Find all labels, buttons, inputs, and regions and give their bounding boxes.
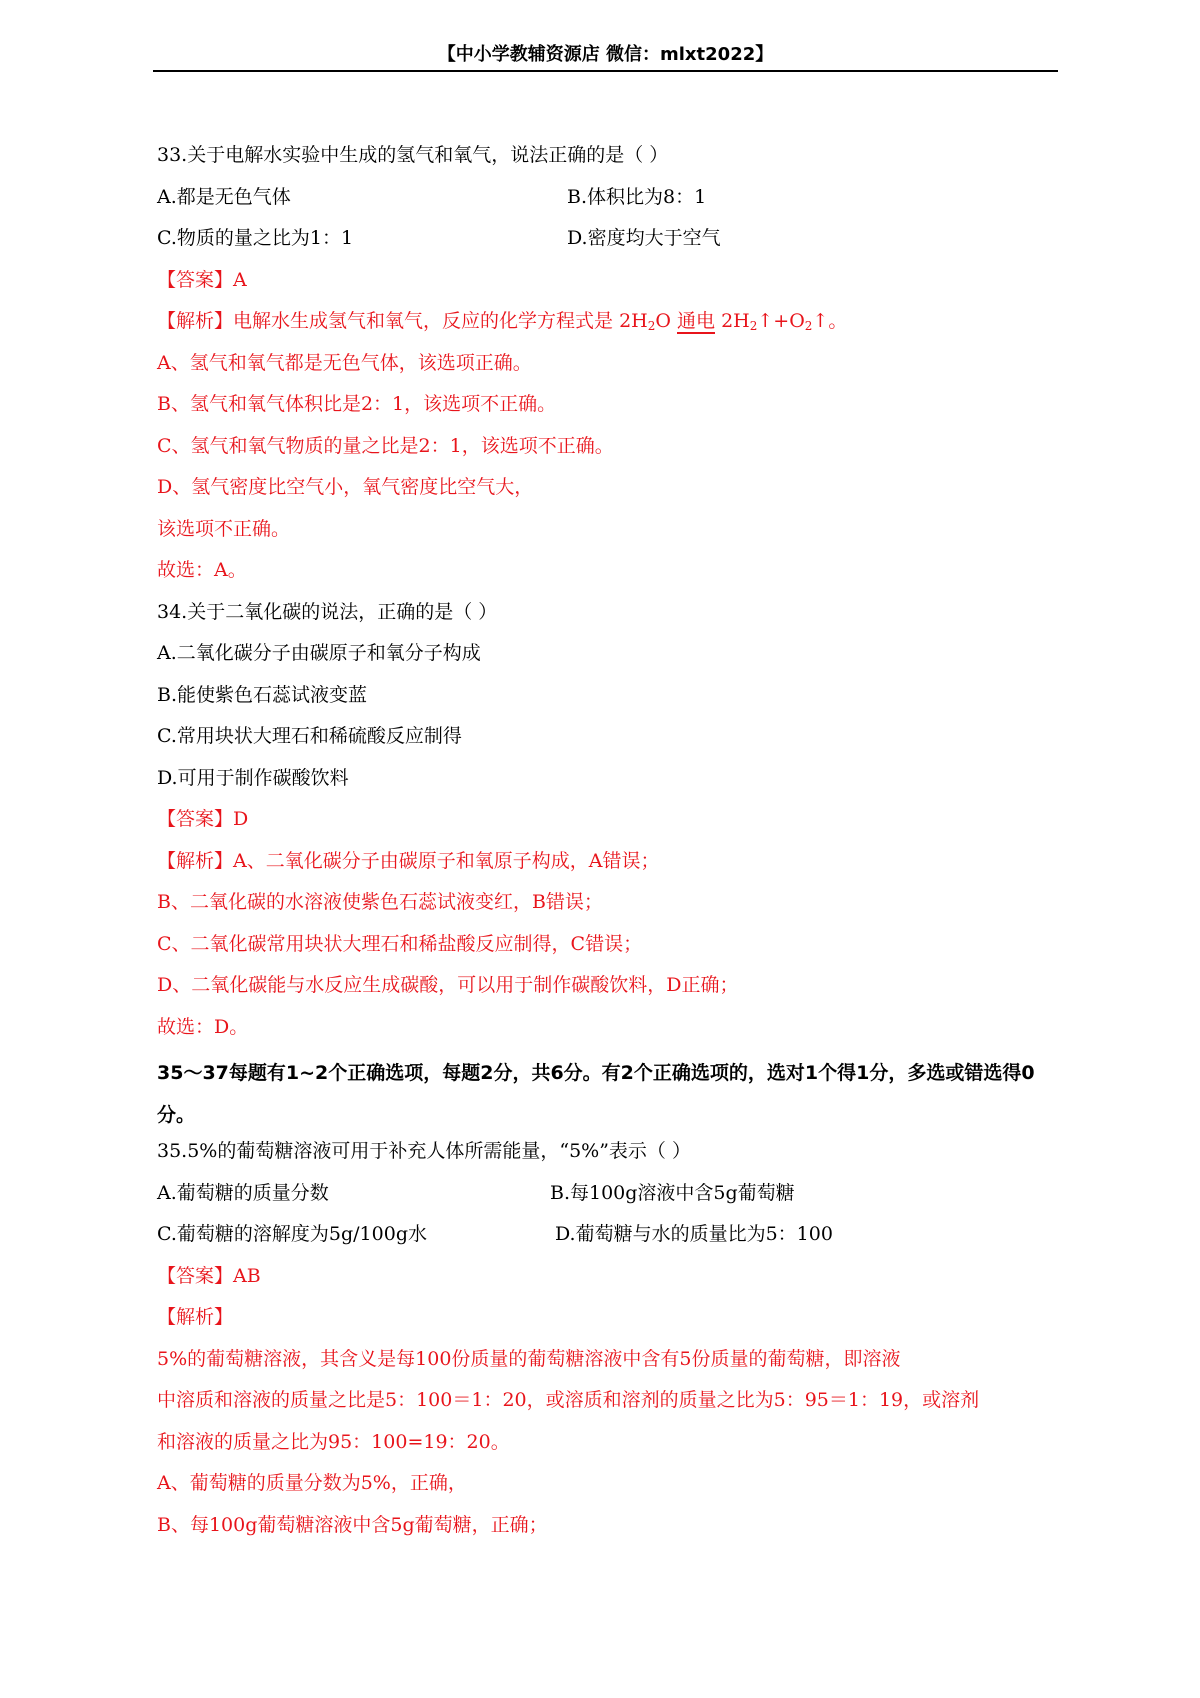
q35-options-row1 bbox=[157, 1178, 1062, 1220]
eq-sub: 2 bbox=[749, 319, 758, 333]
equation bbox=[619, 310, 847, 332]
q33-stem: 33.关于电解水实验中生成的氢气和氧气，说法正确的是（ ） bbox=[157, 144, 669, 166]
eq-sub: 2 bbox=[804, 319, 813, 333]
q34-option-a: A.二氧化碳分子由碳原子和氧分子构成 bbox=[157, 642, 481, 664]
q33-answer: 【答案】A bbox=[157, 268, 247, 291]
eq-condition-text: 通电 bbox=[677, 310, 716, 332]
q35-stem: 35.5%的葡萄糖溶液可用于补充人体所需能量，“5%”表示（ ） bbox=[157, 1140, 691, 1162]
q35-option-d: D.葡萄糖与水的质量比为5：100 bbox=[555, 1223, 833, 1245]
q35-analysis-p2: 中溶质和溶液的质量之比是5：100＝1：20，或溶质和溶剂的质量之比为5：95＝1：19，或溶剂 bbox=[157, 1389, 980, 1411]
q33-analysis bbox=[157, 306, 1062, 348]
eq-right: 2H bbox=[721, 310, 750, 332]
q35-analysis-b: B、每100g葡萄糖溶液中含5g葡萄糖，正确； bbox=[157, 1513, 548, 1536]
eq-left: 2H bbox=[619, 310, 648, 332]
q33-option-c: C.物质的量之比为1：1 bbox=[157, 227, 354, 249]
q33-option-a: A.都是无色气体 bbox=[157, 185, 291, 208]
q33-choose: 故选：A。 bbox=[157, 559, 247, 581]
q33-analysis-d1: D、氢气密度比空气小，氧气密度比空气大， bbox=[157, 476, 534, 498]
q33-analysis-b: B、氢气和氧气体积比是2：1，该选项不正确。 bbox=[157, 393, 557, 415]
q33-analysis-c: C、氢气和氧气物质的量之比是2：1，该选项不正确。 bbox=[157, 434, 614, 457]
eq-condition bbox=[677, 306, 715, 336]
q34-analysis-d: D、二氧化碳能与水反应生成碳酸，可以用于制作碳酸饮料，D正确； bbox=[157, 974, 739, 996]
q34-option-b: B.能使紫色石蕊试液变蓝 bbox=[157, 683, 368, 706]
q34-analysis-b: B、二氧化碳的水溶液使紫色石蕊试液变红，B错误； bbox=[157, 891, 603, 913]
q35-options-row2 bbox=[157, 1219, 1062, 1261]
q34-option-d: D.可用于制作碳酸饮料 bbox=[157, 766, 349, 789]
section-note: 35～37每题有1~2个正确选项，每题2分，共6分。有2个正确选项的，选对1个得1分，多选或错选得0分。 bbox=[157, 1062, 1035, 1126]
q33-options-row2 bbox=[157, 223, 1062, 265]
q35-option-c: C.葡萄糖的溶解度为5g/100g水 bbox=[157, 1223, 427, 1245]
header-divider bbox=[153, 70, 1058, 72]
q34-choose: 故选：D。 bbox=[157, 1015, 249, 1038]
q35-option-a: A.葡萄糖的质量分数 bbox=[157, 1181, 329, 1204]
document-body bbox=[157, 140, 1062, 1551]
q33-analysis-d2: 该选项不正确。 bbox=[157, 517, 291, 540]
q35-analysis-p1: 5%的葡萄糖溶液，其含义是每100份质量的葡萄糖溶液中含有5份质量的葡萄糖，即溶液 bbox=[157, 1347, 901, 1370]
q35-analysis-p3: 和溶液的质量之比为95：100=19：20。 bbox=[157, 1430, 510, 1453]
eq-right: ↑+O bbox=[757, 310, 805, 332]
q34-stem: 34.关于二氧化碳的说法，正确的是（ ） bbox=[157, 600, 498, 623]
q34-analysis-a: 【解析】A、二氧化碳分子由碳原子和氧原子构成，A错误； bbox=[157, 849, 660, 872]
q34-option-c: C.常用块状大理石和稀硫酸反应制得 bbox=[157, 725, 462, 747]
q33-option-d: D.密度均大于空气 bbox=[567, 227, 721, 249]
eq-sub: 2 bbox=[647, 319, 656, 333]
q35-analysis-label: 【解析】 bbox=[157, 1306, 234, 1328]
q35-option-b: B.每100g溶液中含5g葡萄糖 bbox=[550, 1181, 795, 1204]
eq-right: ↑。 bbox=[812, 310, 848, 332]
q33-option-b: B.体积比为8：1 bbox=[567, 185, 707, 208]
q34-answer: 【答案】D bbox=[157, 808, 249, 830]
eq-o: O bbox=[655, 310, 671, 332]
q33-analysis-a: A、氢气和氧气都是无色气体，该选项正确。 bbox=[157, 351, 532, 374]
page-header: 【中小学教辅资源店 微信：mlxt2022】 bbox=[437, 44, 774, 65]
q33-options-row1 bbox=[157, 182, 1062, 224]
q34-analysis-c: C、二氧化碳常用块状大理石和稀盐酸反应制得，C错误； bbox=[157, 932, 643, 955]
q33-analysis-prefix: 【解析】电解水生成氢气和氧气，反应的化学方程式是 bbox=[157, 310, 614, 332]
q35-analysis-a: A、葡萄糖的质量分数为5%，正确， bbox=[157, 1472, 467, 1494]
q35-answer: 【答案】AB bbox=[157, 1264, 261, 1287]
